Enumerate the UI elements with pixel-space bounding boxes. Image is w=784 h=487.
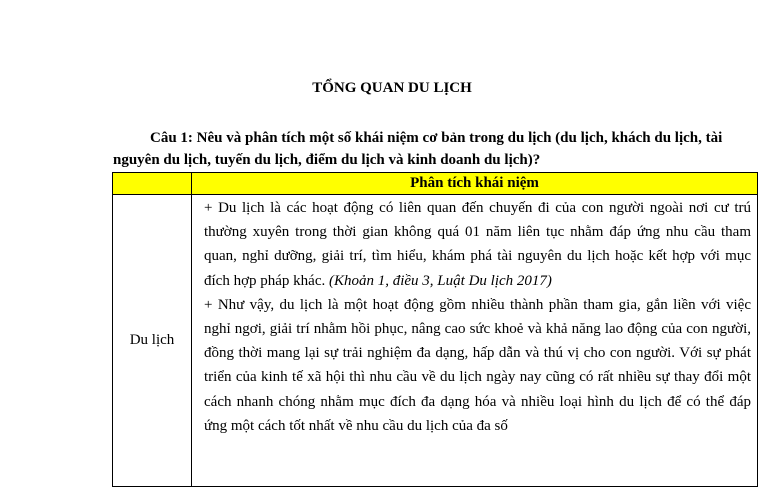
- term-cell: Du lịch: [113, 195, 192, 487]
- table-header-row: [113, 173, 758, 195]
- concept-table: [112, 172, 758, 487]
- table-row: [113, 195, 758, 487]
- question-text: [113, 127, 761, 171]
- header-empty-cell: [113, 173, 192, 195]
- definition-text: + Du lịch là các hoạt động có liên quan đến chuyến đi của con người ngoài nơi cư trú thường xuyên trong thời gian không quá 01 năm liên tục nhằm đáp ứng nhu cầu tham quan, nghỉ dưỡng, giải trí, tìm hiểu, khám phá tài nguyên du lịch hoặc kết hợp với mục đích hợp pháp khác.: [204, 200, 751, 289]
- document-title: TỔNG QUAN DU LỊCH: [312, 80, 472, 96]
- table-header: Phân tích khái niệm: [192, 173, 758, 195]
- analysis-paragraph: + Như vậy, du lịch là một hoạt động gồm nhiều thành phần tham gia, gắn liền với việc nghỉ ngơi, giải trí nhằm hồi phục, nâng cao sức khoẻ và khả năng lao động của con người, đồng thời mang lại sự trải nghiệm đa dạng, hấp dẫn và thú vị cho con người. Với sự phát triển của kinh tế xã hội thì nhu cầu về du lịch ngày nay cũng có rất nhiều sự thay đổi một cách nhanh chóng nhằm mục đích đa dạng hóa và nhiều loại hình du lịch để có thể đáp ứng một cách tốt nhất về nhu cầu du lịch của đa số: [204, 296, 751, 434]
- legal-citation: (Khoản 1, điều 3, Luật Du lịch 2017): [328, 272, 552, 289]
- definition-paragraph: [204, 196, 751, 293]
- definition-cell: [192, 195, 758, 487]
- question-label: Câu 1:: [150, 130, 193, 146]
- question-body: Nêu và phân tích một số khái niệm cơ bản trong du lịch (du lịch, khách du lịch, tài nguyên du lịch, tuyến du lịch, điểm du lịch và kinh doanh du lịch)?: [113, 130, 723, 168]
